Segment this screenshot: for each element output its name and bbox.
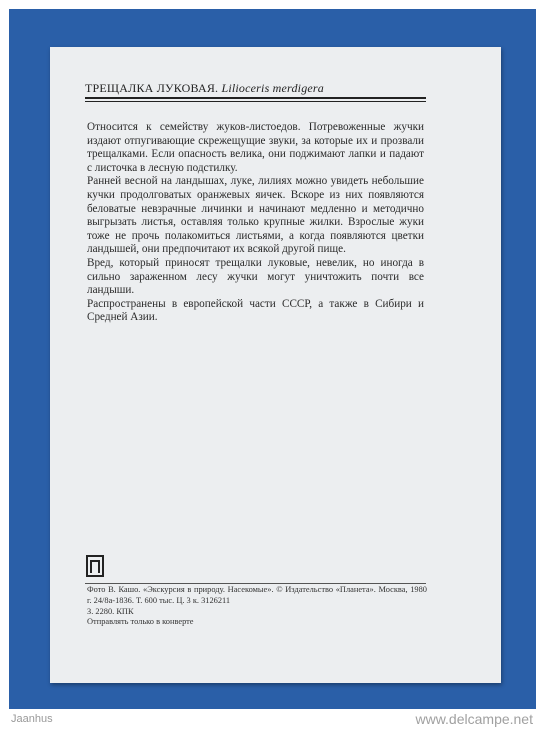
imprint-line: Отправлять только в конверте <box>87 617 194 627</box>
imprint-line: З. 2280. КПК <box>87 606 134 616</box>
postcard-back <box>50 47 501 683</box>
site-watermark: www.delcampe.net <box>415 711 533 727</box>
imprint-line: Фото В. Кашо. «Экскурсия в природу. Насекомые». © Издательство «Планета». Москва, 1980 г. 24/8а-1836. Т. 600 тыс. Ц. 3 к. 3126211 <box>87 585 427 605</box>
paragraph-harm: Вред, который приносят трещалки луковые, невелик, но иногда в сильно зараженном лесу жучки могут уничтожить почти все ландыши. <box>87 256 424 297</box>
latin-name: Lilioceris merdigera <box>221 81 325 95</box>
paragraph-family: Относится к семейству жуков-листоедов. Потревоженные жучки издают отпугивающие скрежещущие звуки, за которые их и прозвали трещалками. Если опасность велика, они поджимают лапки и падают с листочка в лесную подстилку. <box>87 121 424 174</box>
card-title: ТРЕЩАЛКА ЛУКОВАЯ. <box>85 81 219 95</box>
imprint-rule <box>85 583 426 584</box>
title-rule-thick <box>85 97 426 99</box>
publisher-logo-icon <box>86 555 104 577</box>
paragraph-lifecycle: Ранней весной на ландышах, луке, лилиях можно увидеть небольшие кучки продолговатых оранжевых яичек. Вскоре из них появляются беловатые невзрачные личинки и начинают медленно и методично выгрызать листья, оставляя только крупные жилки. Взрослые жуки тоже не прочь полакомиться листьями, а когда появляются цветки ландышей, они предпочитают их всякой другой пище. <box>87 175 424 256</box>
imprint-text <box>87 585 427 628</box>
title-rule-thin <box>85 101 426 102</box>
paragraph-distribution: Распространены в европейской части СССР, а также в Сибири и Средней Азии. <box>87 297 424 324</box>
description-text <box>87 121 424 325</box>
seller-watermark: Jaanhus <box>11 713 53 725</box>
card-heading <box>85 81 425 96</box>
